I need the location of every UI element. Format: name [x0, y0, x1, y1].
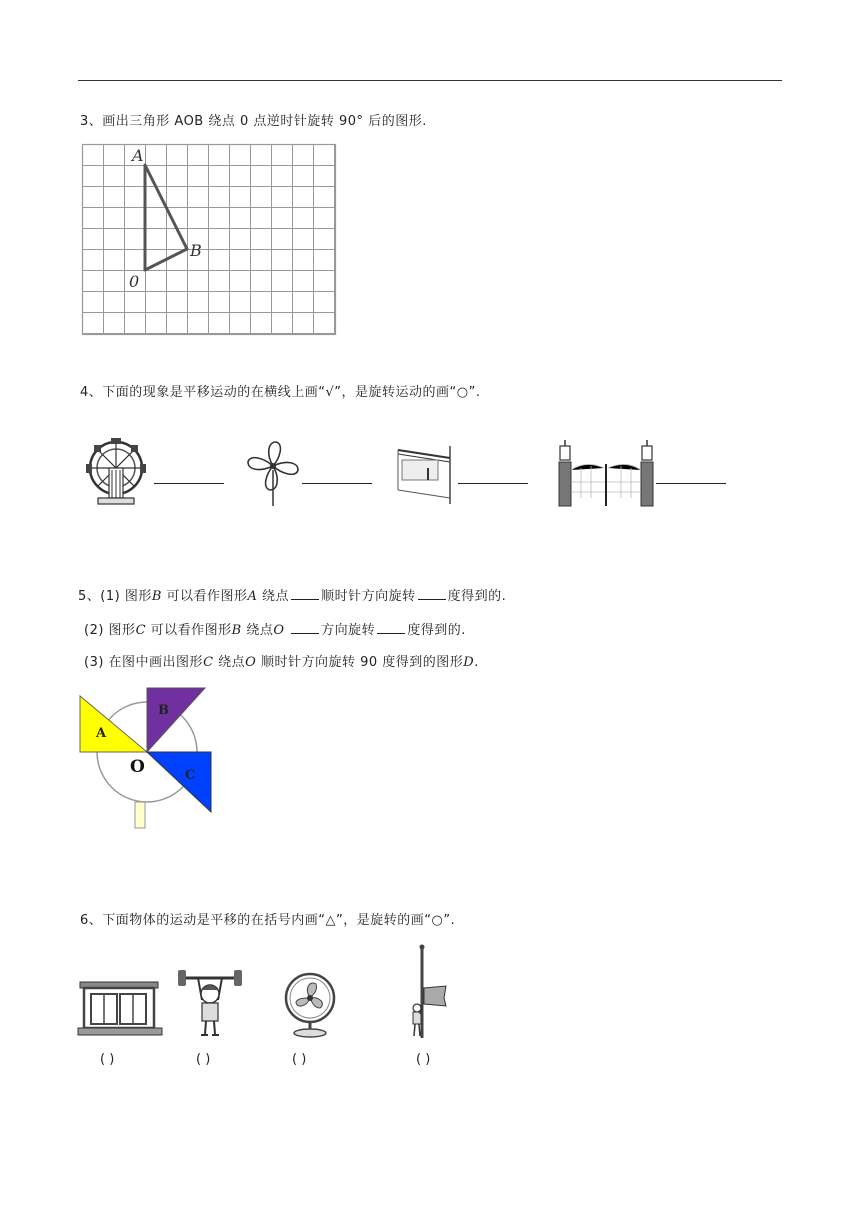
header-rule: [78, 80, 782, 81]
label-b: B: [190, 241, 202, 260]
q5-pinwheel-figure: [80, 686, 214, 830]
sliding-window-icon: [396, 446, 456, 506]
q5-2-blank-direction[interactable]: [291, 621, 319, 634]
center-o-label: O: [130, 757, 145, 777]
q5-2-blank-degrees[interactable]: [377, 621, 405, 634]
q4-answer-line-2[interactable]: [302, 483, 372, 484]
pinwheel-icon: [246, 440, 302, 506]
shape-b-label: B: [158, 703, 169, 718]
q6-paren-3[interactable]: ( ): [292, 1052, 307, 1067]
label-o: 0: [129, 272, 140, 291]
q4-answer-line-3[interactable]: [458, 483, 528, 484]
q5-line-3: (3) 在图中画出图形C 绕点O 顺时针方向旋转 90 度得到的图形D.: [84, 655, 479, 670]
q4-answer-line-4[interactable]: [656, 483, 726, 484]
ferris-wheel-icon: [80, 438, 154, 506]
sliding-gate-icon: [556, 440, 656, 508]
shape-c-label: C: [185, 768, 196, 783]
q6-paren-2[interactable]: ( ): [196, 1052, 211, 1067]
q4-prompt: 4、下面的现象是平移运动的在横线上画“√”，是旋转运动的画“○”.: [80, 385, 481, 400]
q4-answer-line-1[interactable]: [154, 483, 224, 484]
q5-line-2: (2) 图形C 可以看作图形B 绕点O 方向旋转 度得到的.: [84, 623, 466, 638]
q5-line-1: 5、(1) 图形B 可以看作图形A 绕点 顺时针方向旋转 度得到的.: [78, 589, 507, 604]
q6-paren-1[interactable]: ( ): [100, 1052, 115, 1067]
q5-1-blank-point[interactable]: [291, 587, 319, 600]
electric-fan-icon: [280, 972, 340, 1038]
shape-a-label: A: [96, 726, 107, 741]
window-icon: [78, 980, 164, 1038]
q3-grid-figure: [82, 144, 338, 336]
label-a: A: [132, 146, 144, 165]
flag-raising-icon: [406, 944, 450, 1040]
q5-1-blank-degrees[interactable]: [418, 587, 446, 600]
q6-paren-4[interactable]: ( ): [416, 1052, 431, 1067]
weightlifter-icon: [178, 968, 242, 1038]
q3-prompt: 3、画出三角形 AOB 绕点 0 点逆时针旋转 90° 后的图形.: [80, 114, 427, 129]
q6-prompt: 6、下面物体的运动是平移的在括号内画“△”，是旋转的画“○”.: [80, 913, 456, 928]
